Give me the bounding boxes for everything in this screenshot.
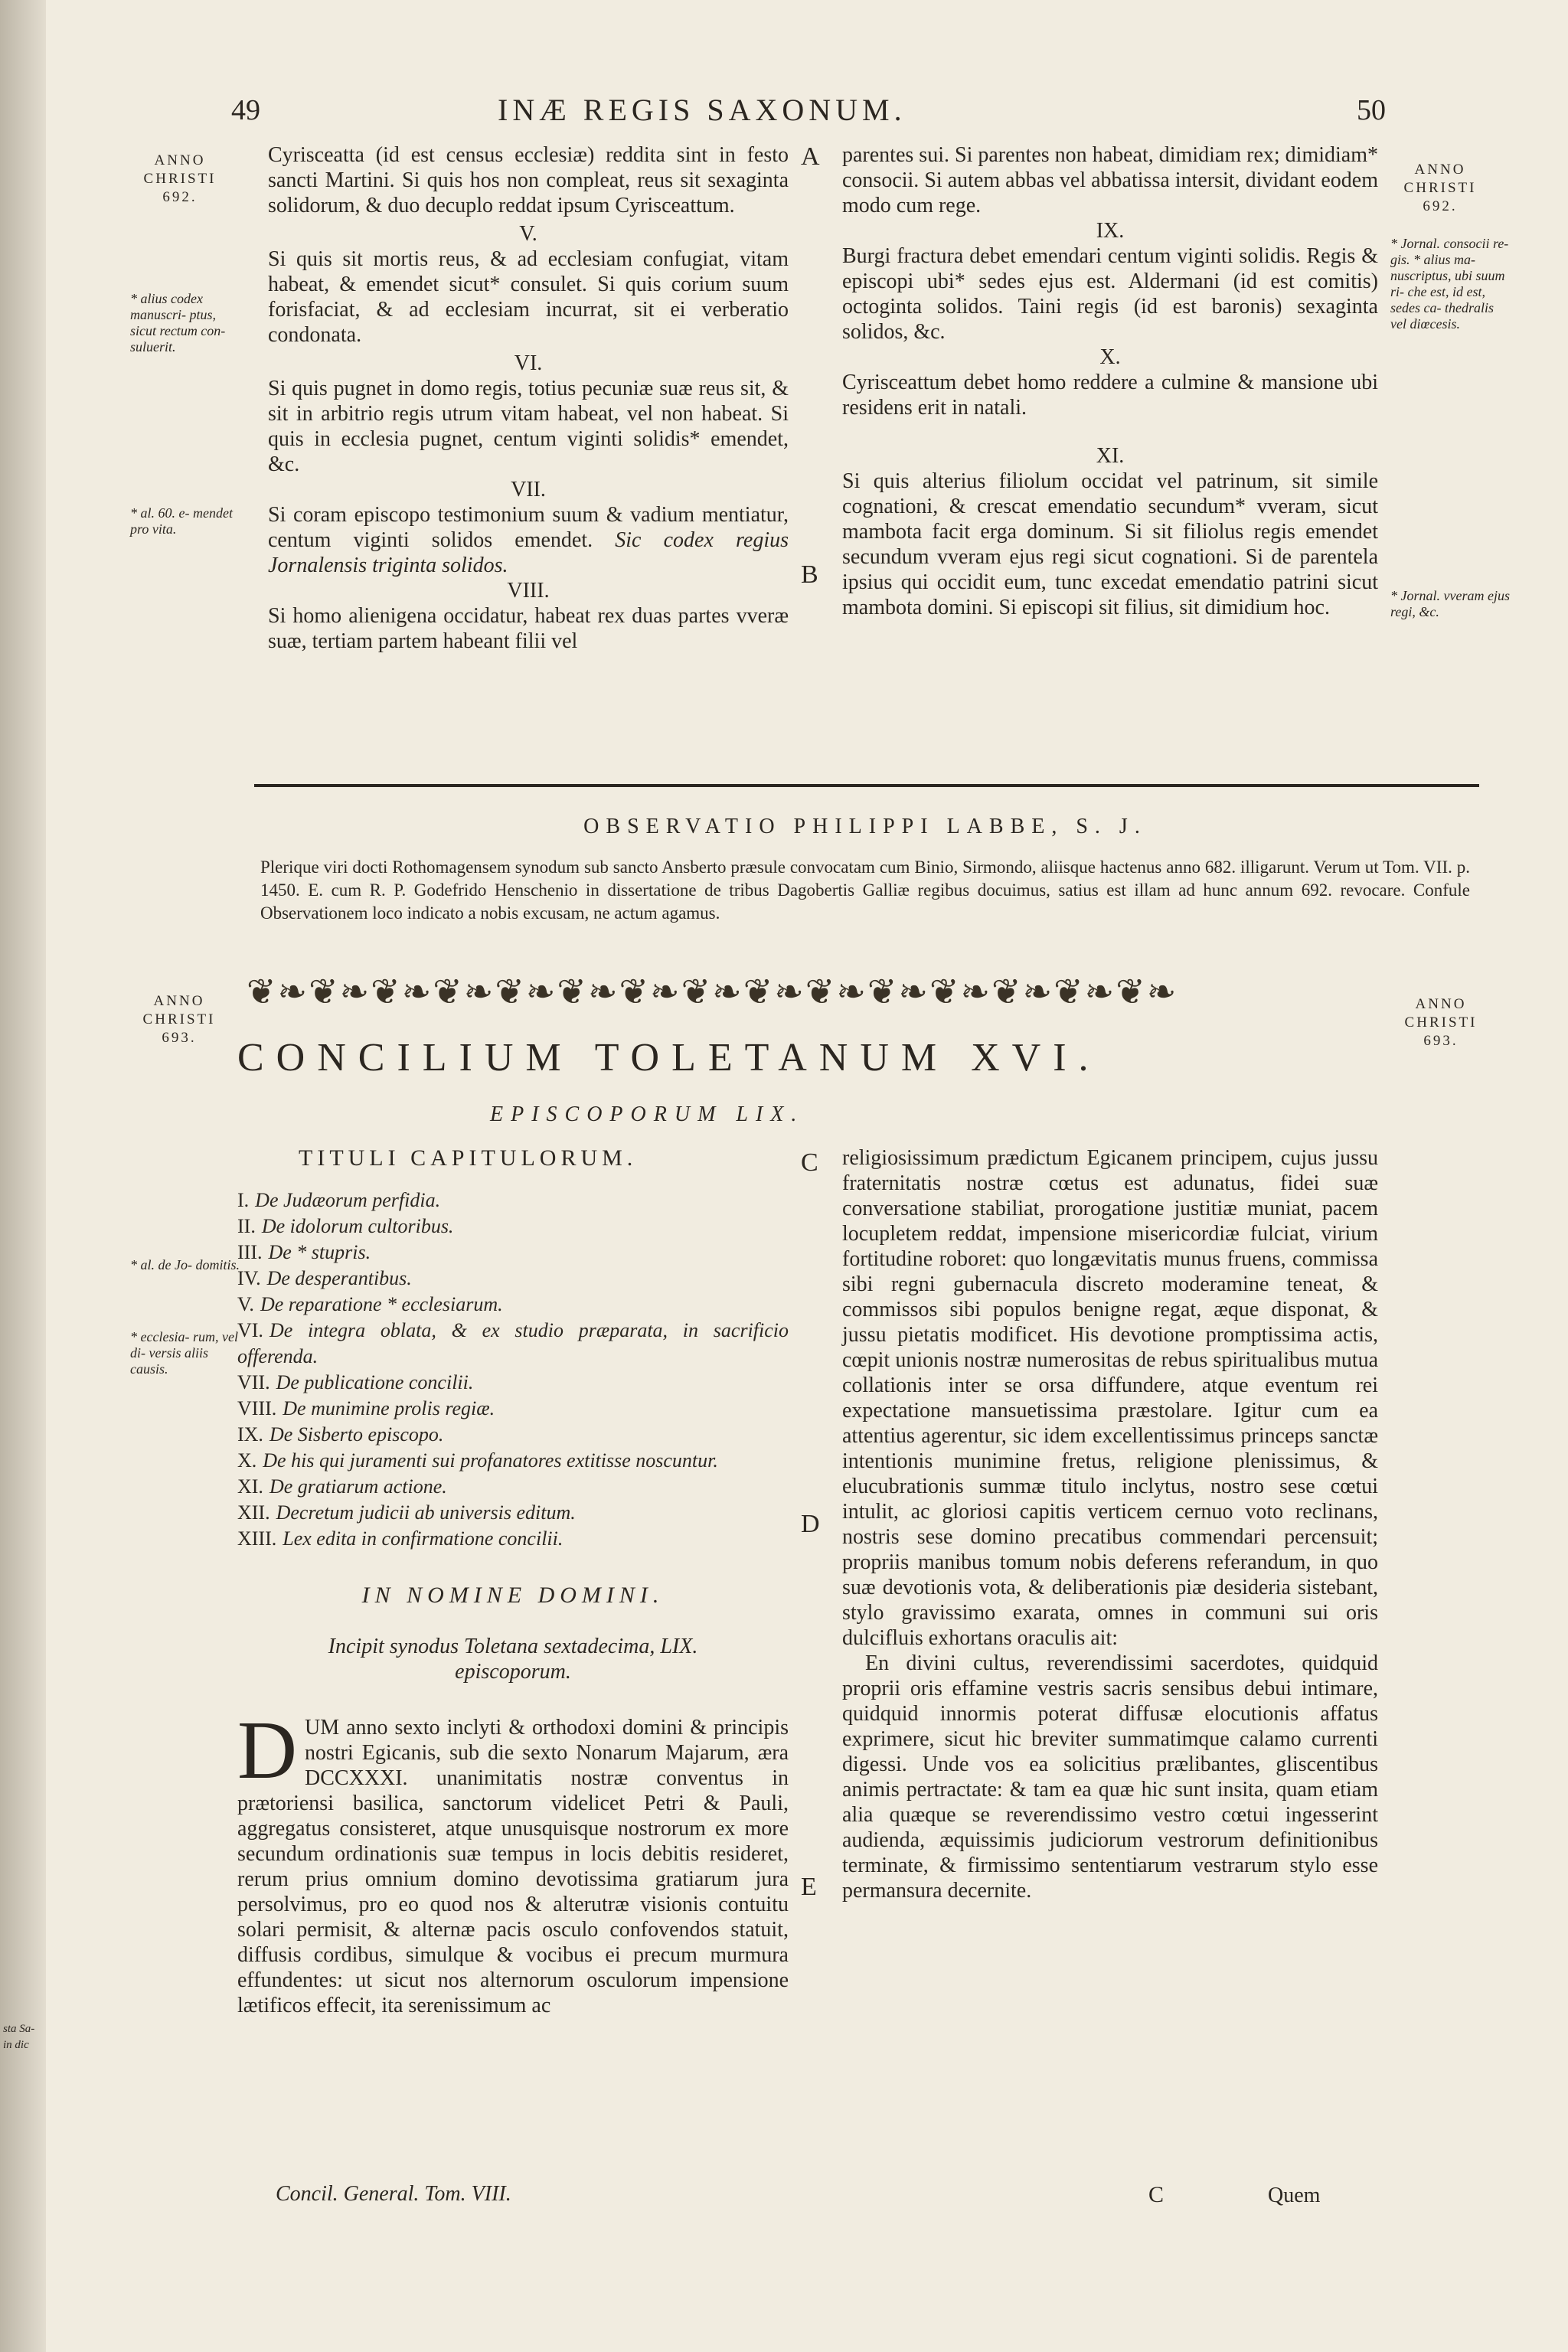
ornament-band: ❦❧❦❧❦❧❦❧❦❧❦❧❦❧❦❧❦❧❦❧❦❧❦❧❦❧❦❧❦❧ — [247, 972, 1178, 1011]
bottom-right-column — [842, 1145, 1378, 1903]
top-right-column — [842, 142, 1378, 620]
margin-note-de-jodomitis: * al. de Jo- domitis. — [130, 1257, 240, 1272]
section-letter-e: E — [801, 1873, 817, 1901]
titulus-item: I. De Judæorum perfidia. — [237, 1189, 441, 1211]
margin-year-top-left: ANNO CHRISTI 692. — [143, 152, 217, 205]
law-v-heading: V. — [519, 222, 537, 246]
running-title: INÆ REGIS SAXONUM. — [498, 93, 906, 127]
episcoporum-count: EPISCOPORUM LIX. — [490, 1102, 805, 1126]
titulus-item: VIII. De munimine prolis regiæ. — [237, 1397, 495, 1419]
margin-year-mid-left: ANNO CHRISTI 693. — [142, 993, 216, 1046]
titulus-item: III. De * stupris. — [237, 1241, 371, 1263]
law-vi-heading: VI. — [514, 351, 543, 375]
margin-note-al60: * al. 60. e- mendet pro vita. — [130, 505, 233, 537]
tituli-heading: TITULI CAPITULORUM. — [299, 1145, 638, 1171]
observatio-text: Plerique viri docti Rothomagensem synodum sub sancto Ansberto præsule convocatam cum Binio, Sirmondo, aliisque hactenus anno 682. illigarunt. Verum ut Tom. VII. p. 1450. E. cum R. P. Godefrido Henschenio in dissertatione de tribus Dagobertis Galliæ regibus docuimus, satius est illam ad hunc annum 692. revocare. Confule Observationem loco indicato a nobis excusam, ne actum agamus. — [260, 858, 1470, 923]
titulus-item: XI. De gratiarum actione. — [237, 1475, 447, 1498]
margin-year-mid-right: ANNO CHRISTI 693. — [1404, 996, 1478, 1049]
titulus-item: XII. Decretum judicii ab universis editum. — [237, 1501, 576, 1524]
footer-signature: C — [1148, 2182, 1165, 2207]
titulus-item: X. De his qui juramenti sui profanatores extitisse noscuntur. — [237, 1449, 718, 1472]
titulus-item: VII. De publicatione concilii. — [237, 1371, 474, 1393]
law-vii-text: Si coram episcopo testimonium suum & vadium mentiatur, centum viginti solidos emendet. Sic codex regius Jornalensis triginta solidos. — [268, 503, 789, 577]
margin-note-jornal-vveram: * Jornal. vveram ejus regi, &c. — [1390, 588, 1510, 619]
law-ix-heading: IX. — [1096, 219, 1125, 243]
law-v-text: Si quis sit mortis reus, & ad ecclesiam confugiat, vitam habeat, & emendet sicut* consulet. Si quis corium suum forisfaciat, & ad ecclesiam incurrat, sit ei verberatio condonata. — [268, 247, 789, 347]
law-vii-heading: VII. — [511, 478, 546, 501]
margin-note-alius-codex: * alius codex manuscri- ptus, sicut rectum con- suluerit. — [130, 291, 226, 354]
section-letter-b: B — [801, 560, 818, 589]
margin-note-jornal-consocii: * Jornal. consocii re- gis. * alius ma- nuscriptus, ubi suum ri- che est, id est, sedes ca- thedralis vel diœcesis. — [1390, 236, 1509, 332]
titulus-item: XIII. Lex edita in confirmatione concilii. — [237, 1527, 564, 1550]
gutter-note: sta Sa- in dic — [3, 2023, 35, 2051]
titulus-item: VI. De integra oblata, & ex studio præparata, in sacrificio offerenda. — [237, 1319, 789, 1367]
book-gutter — [0, 0, 46, 2352]
margin-year-top-right: ANNO CHRISTI 692. — [1403, 162, 1477, 214]
in-nomine-domini: IN NOMINE DOMINI. — [361, 1583, 665, 1608]
law-viii-text: Si homo alienigena occidatur, habeat rex duas partes vveræ suæ, tertiam partem habeant filii vel — [268, 604, 789, 653]
titulus-item: IV. De desperantibus. — [237, 1267, 412, 1289]
drop-cap-d: D — [237, 1705, 297, 1796]
titulus-item: IX. De Sisberto episcopo. — [237, 1423, 444, 1446]
section-letter-c: C — [801, 1148, 818, 1177]
right-col-paragraph-2: En divini cultus, reverendissimi sacerdotes, quidquid proprii oris effamine vestris sacris sensibus debui intimare, quidquid innormis poterat diffusæ elocutionis affatus exprimere, sicut hic breviter summatimque calamo currenti digessi. Unde vos ea solicitius prælibantes, gliscentibus animis pertractate: & tam ea quæ hic sunt insita, quam etiam alia quæque se reverendissimo vestro cœtui ingesserint audienda, æquissimis judiciorum vestrorum definitionibus terminate, & firmissimo sententiarum vestrarum stylo esse permansura decernite. — [842, 1651, 1378, 1903]
right-col-paragraph-1: religiosissimum prædictum Egicanem principem, cujus jussu fraternitatis nostræ cœtus est adunatus, fidei suæ conversatione stabiliat, prorogatione justitiæ muniat, pacem locupletem reddat, impensione misericordiæ fulciat, virium fortitudine roboret: quo longævitatis munus fruens, commissa sibi regni gubernacula discreto moderamine teneat, & commissos sibi populos benigne regat, æque disponat, & jussu pietatis modificet. His devotione promptissima actis, cœpit unionis nostræ numerositas de rebus spiritualibus mutua collationis inter se orsa diffundere, atque eventum rei expectatione mansuetissima præstolare. Igitur cum ea attentius agerentur, sic idem excellentissimus princeps sanctæ intentionis munimine fretus, religione plenissimus, & elucubrationis summæ titulo inclytus, nostro sese cœtui intulit, ac gloriosi capitis verticem cernuo voto reclinans, nostris sese domino precatibus commendari percensuit; propriis manibus tomum nobis deferens referandum, in quo suæ devotionis vota, & deliberationis piæ desideria sistebant, stylo gravissimo exarata, omnes in communi sui oris dulcifluis exhortans oraculis ait: — [842, 1146, 1378, 1650]
section-letter-d: D — [801, 1510, 820, 1538]
concilium-title: CONCILIUM TOLETANUM XVI. — [237, 1036, 1101, 1080]
titulus-item: II. De idolorum cultoribus. — [237, 1215, 454, 1237]
law-x-heading: X. — [1099, 345, 1121, 369]
titulus-item: V. De reparatione * ecclesiarum. — [237, 1293, 503, 1315]
incipit-line: Incipit synodus Toletana sextadecima, LIX. episcoporum. — [328, 1635, 698, 1684]
margin-note-ecclesiarum: * ecclesia- rum, vel di- versis aliis causis. — [130, 1329, 238, 1377]
law-xi-heading: XI. — [1096, 444, 1125, 468]
right-page-number: 50 — [1357, 94, 1386, 126]
footer-volume: Concil. General. Tom. VIII. — [276, 2182, 511, 2206]
law-ix-text: Burgi fractura debet emendari centum viginti solidis. Regis & episcopi ubi* sedes ejus est. Aldermani (id est comitis) octoginta solidos. Taini regis (id est baronis) sexaginta solidos, &c. — [842, 244, 1378, 344]
tituli-list — [237, 1187, 789, 1552]
law-iv-text: Cyrisceatta (id est census ecclesiæ) reddita sint in festo sancti Martini. Si quis hos non compleat, reus sit sexaginta solidorum, & duo decuplo reddat ipsum Cyrisceattum. — [268, 143, 789, 217]
section-letter-a: A — [801, 142, 820, 171]
section-rule — [254, 784, 1479, 787]
top-left-column — [268, 142, 789, 654]
dum-paragraph: DUM anno sexto inclyti & orthodoxi domini & principis nostri Egicanis, sub die sexto Nonarum Majarum, æra DCCXXXI. unanimitatis nostræ conventus in prætoriensi basilica, sanctorum videlicet Petri & Pauli, aggregatus consisteret, atque unusquisque nostrorum ex more secundum ordinationis suæ tempus in locis debitis resideret, rerum prius omnium domino devotissima gratiarum jura persolvimus, pro eo quod nos & alterutræ visionis contuitu solari permisit, & alternæ pacis osculo confovendos statuit, diffusis cordibus, simulque & vocibus ei precum murmura effundentes: ut sicut nos alternorum osculorum impensione lætificos effecit, ita serenissimum ac — [237, 1705, 789, 2017]
law-xi-text: Si quis alterius filiolum occidat vel patrinum, sit simile cognationi, & crescat emendatio secundum* vveram, sicut mambota facit erga dominum. Si sit filiolus regis emendet secundum vveram ejus regi sicut cognationi. Si de parentela ipsius qui occidit eum, tunc excedat emendatio patrini sicut mambota domini. Si episcopi sit filius, sit dimidium hoc. — [842, 469, 1378, 619]
law-x-text: Cyrisceattum debet homo reddere a culmine & mansione ubi residens erit in natali. — [842, 371, 1378, 420]
book-page — [46, 0, 1568, 2352]
law-vi-text: Si quis pugnet in domo regis, totius pecuniæ suæ reus sit, & sit in arbitrio regis utrum vitam habeat, vel non habeat. Si quis in ecclesia pugnet, centum viginti solidis* emendet, &c. — [268, 377, 789, 476]
left-page-number: 49 — [231, 94, 260, 126]
law-viii-continued: parentes sui. Si parentes non habeat, dimidiam rex; dimidiam* consocii. Si autem abbas vel abbatissa intersit, dividant eodem modo cum rege. — [842, 143, 1378, 217]
footer-catchword: Quem — [1268, 2184, 1321, 2207]
observatio-heading: OBSERVATIO PHILIPPI LABBE, S. J. — [583, 815, 1147, 838]
law-viii-heading: VIII. — [507, 579, 550, 603]
bottom-left-column — [237, 1145, 789, 2018]
